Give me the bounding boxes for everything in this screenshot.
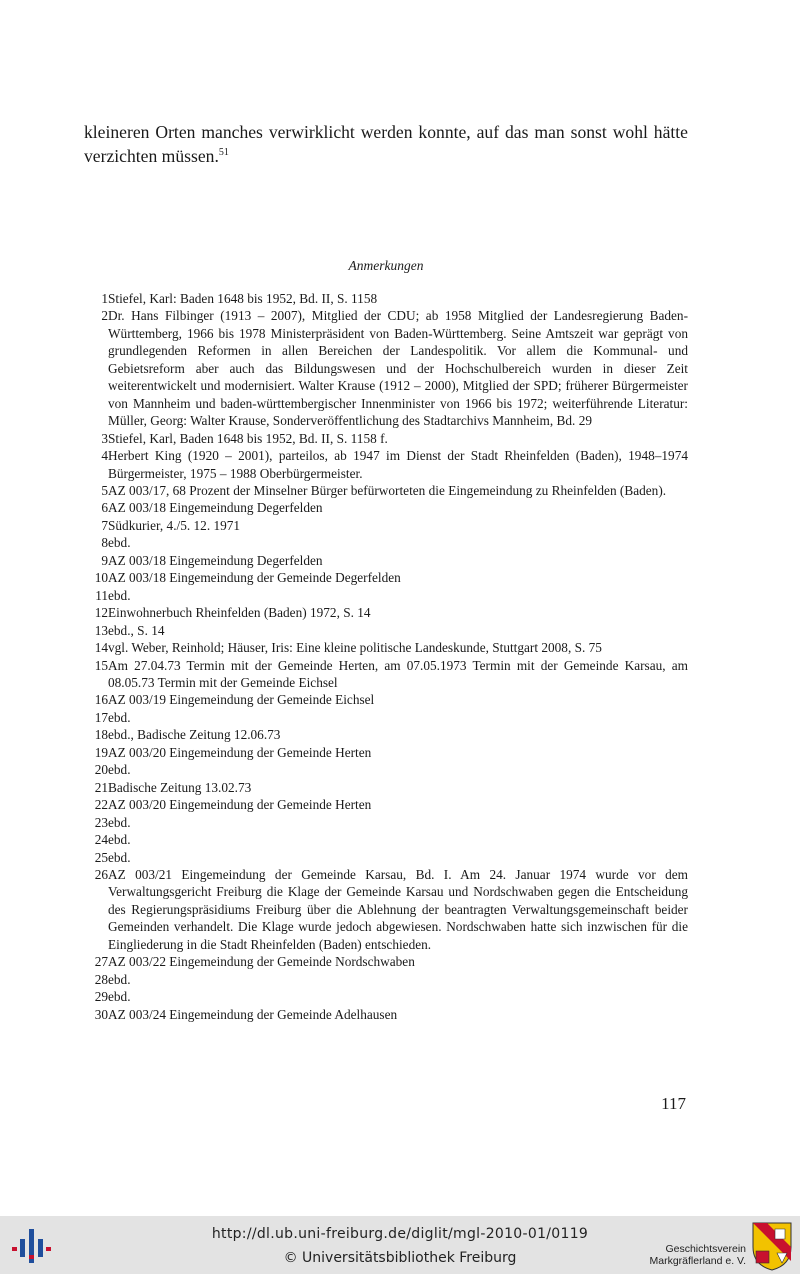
footnote-number bbox=[78, 779, 108, 796]
footnote-number bbox=[78, 552, 108, 569]
footnote-item bbox=[78, 534, 688, 551]
footnote-number-text: 2 bbox=[101, 308, 108, 324]
footer-bar bbox=[0, 1216, 800, 1274]
footnote-number bbox=[78, 831, 108, 848]
footnote-number-text: 13 bbox=[94, 622, 108, 638]
footnote-text: AZ 003/18 Eingemeindung Degerfelden bbox=[108, 552, 323, 568]
coat-of-arms-icon[interactable] bbox=[751, 1221, 793, 1271]
footnote-number-text: 18 bbox=[94, 727, 108, 743]
footnote-reference[interactable]: 51 bbox=[218, 147, 229, 158]
footnote-number-text: 26 bbox=[94, 866, 108, 882]
footnote-number bbox=[78, 499, 108, 516]
footnote-number-text: 11 bbox=[95, 587, 108, 603]
footnote-number bbox=[78, 622, 108, 639]
footnote-text: AZ 003/20 Eingemeindung der Gemeinde Herten bbox=[108, 797, 372, 813]
footnote-item bbox=[78, 814, 688, 831]
footnote-number-text: 23 bbox=[94, 814, 108, 830]
footnote-number bbox=[78, 534, 108, 551]
footnote-text: AZ 003/22 Eingemeindung der Gemeinde Nordschwaben bbox=[108, 954, 415, 970]
footnote-number-text: 17 bbox=[94, 709, 108, 725]
footnote-number-text: 3 bbox=[101, 430, 108, 446]
footnote-item bbox=[78, 569, 688, 586]
document-url-link[interactable]: http://dl.ub.uni-freiburg.de/diglit/mgl-2010-01/0119 bbox=[211, 1226, 589, 1242]
notes-heading: Anmerkungen bbox=[348, 258, 424, 273]
footnote-number-text: 1 bbox=[101, 291, 108, 306]
footnote-text: Dr. Hans Filbinger (1913 – 2007), Mitglied der CDU; ab 1958 Mitglied der Landesregierung Baden-Württemberg, 1966 bis 1978 Ministerpräsident von Baden-Württemberg. Seine Amtszeit war geprägt von grundlegenden Reformen in allen Bereichen der Landespolitik. Vor allem die Kommunal- und Gebietsreform aber auch das Bildungswesen und der Hochschulbereich wurden in dieser Zeit weiterentwickelt und modernisiert. Walter Krause (1912 – 2000), Mitglied der SPD; früherer Bürgermeister von Mannheim und baden-württembergischer Innenminister von 1966 bis 1972; weiterführende Literatur: Müller, Georg: Walter Krause, Sonderveröffentlichung des Stadtarchivs Mannheim, Bd. 29 bbox=[108, 308, 688, 429]
footnote-text: ebd. bbox=[108, 849, 131, 865]
footnote-item bbox=[78, 779, 688, 796]
footnote-number bbox=[78, 604, 108, 621]
footnote-number bbox=[78, 482, 108, 499]
footnote-number-text: 21 bbox=[94, 779, 108, 795]
footnote-number-text: 24 bbox=[94, 832, 108, 848]
notes-list bbox=[78, 290, 688, 1023]
footnote-item bbox=[78, 988, 688, 1005]
footnote-item bbox=[78, 971, 688, 988]
footnote-item bbox=[78, 587, 688, 604]
footnote-text: AZ 003/18 Eingemeindung der Gemeinde Degerfelden bbox=[108, 570, 401, 586]
footnote-number bbox=[78, 290, 108, 307]
footnote-item bbox=[78, 552, 688, 569]
footnote-text: AZ 003/17, 68 Prozent der Minselner Bürger befürworteten die Eingemeindung zu Rheinfelden (Baden). bbox=[108, 482, 667, 498]
footnote-text: ebd., S. 14 bbox=[108, 622, 165, 638]
footnote-number bbox=[78, 569, 108, 586]
footnote-text: Südkurier, 4./5. 12. 1971 bbox=[108, 517, 241, 533]
footnote-number bbox=[78, 639, 108, 656]
footnote-text: ebd. bbox=[108, 971, 131, 987]
page-number: 117 bbox=[661, 1094, 686, 1113]
footnote-item bbox=[78, 657, 688, 692]
footnote-text: Herbert King (1920 – 2001), parteilos, ab 1947 im Dienst der Stadt Rheinfelden (Baden), 1948–1974 Bürgermeister, 1975 – 1988 Oberbürgermeister. bbox=[108, 448, 688, 481]
footnote-number bbox=[78, 849, 108, 866]
footnote-text: ebd. bbox=[108, 535, 131, 551]
footnote-number bbox=[78, 307, 108, 429]
footnote-text: Am 27.04.73 Termin mit der Gemeinde Herten, am 07.05.1973 Termin mit der Gemeinde Karsau, am 08.05.73 Termin mit der Gemeinde Eichsel bbox=[108, 657, 688, 690]
footnote-number bbox=[78, 744, 108, 761]
footnote-number bbox=[78, 953, 108, 970]
footnote-item bbox=[78, 482, 688, 499]
footnote-number bbox=[78, 814, 108, 831]
footnote-text: AZ 003/24 Eingemeindung der Gemeinde Adelhausen bbox=[108, 1006, 398, 1022]
footnote-item bbox=[78, 953, 688, 970]
footnote-number bbox=[78, 691, 108, 708]
footnote-text: Stiefel, Karl, Baden 1648 bis 1952, Bd. II, S. 1158 f. bbox=[108, 430, 388, 446]
footnote-number-text: 5 bbox=[101, 482, 108, 498]
footnote-text: vgl. Weber, Reinhold; Häuser, Iris: Eine kleine politische Landeskunde, Stuttgart 2008, S. 75 bbox=[108, 640, 602, 656]
footnote-number-text: 28 bbox=[94, 971, 108, 987]
footnote-item bbox=[78, 866, 688, 953]
footnote-text: ebd. bbox=[108, 989, 131, 1005]
footnote-text: AZ 003/19 Eingemeindung der Gemeinde Eichsel bbox=[108, 692, 375, 708]
footnote-number bbox=[78, 796, 108, 813]
footnote-number bbox=[78, 988, 108, 1005]
footnote-number bbox=[78, 430, 108, 447]
footnote-item bbox=[78, 709, 688, 726]
footnote-number-text: 12 bbox=[94, 605, 108, 621]
footnote-item bbox=[78, 447, 688, 482]
society-line-2: Markgräflerland e. V. bbox=[649, 1255, 746, 1267]
footnote-text: Einwohnerbuch Rheinfelden (Baden) 1972, S. 14 bbox=[108, 605, 371, 621]
footnote-number-text: 27 bbox=[94, 954, 108, 970]
footnote-number bbox=[78, 971, 108, 988]
footnote-item bbox=[78, 499, 688, 516]
footnote-item bbox=[78, 761, 688, 778]
footnote-number bbox=[78, 709, 108, 726]
footnote-item bbox=[78, 1006, 688, 1023]
footnote-number-text: 10 bbox=[94, 570, 108, 586]
footnote-item bbox=[78, 849, 688, 866]
footnote-number-text: 4 bbox=[101, 448, 108, 464]
footnote-item bbox=[78, 639, 688, 656]
footnote-item bbox=[78, 796, 688, 813]
footnote-item bbox=[78, 691, 688, 708]
footnote-number bbox=[78, 761, 108, 778]
copyright-text: © Universitätsbibliothek Freiburg bbox=[283, 1250, 517, 1266]
footnote-number-text: 7 bbox=[101, 517, 108, 533]
intro-paragraph bbox=[84, 120, 688, 168]
footnote-item bbox=[78, 622, 688, 639]
footnote-number-text: 16 bbox=[94, 692, 108, 708]
footnote-number-text: 15 bbox=[94, 657, 108, 673]
footnote-number bbox=[78, 866, 108, 953]
footnote-item bbox=[78, 307, 688, 429]
footnote-number bbox=[78, 1006, 108, 1023]
footnote-number-text: 20 bbox=[94, 762, 108, 778]
footnote-number-text: 8 bbox=[101, 535, 108, 551]
footnote-number bbox=[78, 517, 108, 534]
footnote-number-text: 19 bbox=[94, 744, 108, 760]
footnote-text: ebd. bbox=[108, 832, 131, 848]
footnote-item bbox=[78, 831, 688, 848]
footnote-text: Badische Zeitung 13.02.73 bbox=[108, 779, 252, 795]
footnote-number-text: 14 bbox=[94, 640, 108, 656]
footnote-text: AZ 003/21 Eingemeindung der Gemeinde Karsau, Bd. I. Am 24. Januar 1974 wurde vor dem Verwaltungsgericht Freiburg die Klage der Gemeinde Karsau und Nordschwaben gegen die Entscheidung des Regierungspräsidiums Freiburg über die Ablehnung der beantragten Verwaltungsgemeinschaft beider Gemeinden verhandelt. Die Klage wurde jedoch abgewiesen. Nordschwaben hatte sich inzwischen für die Eingliederung in die Stadt Rheinfelden (Baden) entschieden. bbox=[108, 866, 688, 952]
footnote-item bbox=[78, 604, 688, 621]
footnote-text: ebd. bbox=[108, 709, 131, 725]
footnote-item bbox=[78, 726, 688, 743]
footnote-number-text: 30 bbox=[94, 1006, 108, 1022]
footnote-number-text: 9 bbox=[101, 552, 108, 568]
footnote-text: ebd. bbox=[108, 814, 131, 830]
footnote-text: ebd., Badische Zeitung 12.06.73 bbox=[108, 727, 281, 743]
footnote-number bbox=[78, 657, 108, 692]
footnote-number-text: 6 bbox=[101, 500, 108, 516]
society-line-1: Geschichtsverein bbox=[665, 1243, 746, 1255]
society-name bbox=[614, 1243, 746, 1267]
intro-text: kleineren Orten manches verwirklicht werden konnte, auf das man sonst wohl hätte verzichten müssen. bbox=[84, 122, 688, 166]
footnote-text: AZ 003/18 Eingemeindung Degerfelden bbox=[108, 500, 323, 516]
footnote-number bbox=[78, 447, 108, 482]
footnote-text: ebd. bbox=[108, 762, 131, 778]
footnote-item bbox=[78, 290, 688, 307]
footnote-item bbox=[78, 744, 688, 761]
footnote-text: ebd. bbox=[108, 587, 131, 603]
footnote-number-text: 29 bbox=[94, 989, 108, 1005]
footnote-number bbox=[78, 726, 108, 743]
footnote-text: AZ 003/20 Eingemeindung der Gemeinde Herten bbox=[108, 744, 372, 760]
footnote-text: Stiefel, Karl: Baden 1648 bis 1952, Bd. II, S. 1158 bbox=[108, 291, 378, 306]
footnote-item bbox=[78, 430, 688, 447]
footnote-item bbox=[78, 517, 688, 534]
footnote-number bbox=[78, 587, 108, 604]
footnote-number-text: 22 bbox=[94, 797, 108, 813]
footnote-number-text: 25 bbox=[94, 849, 108, 865]
